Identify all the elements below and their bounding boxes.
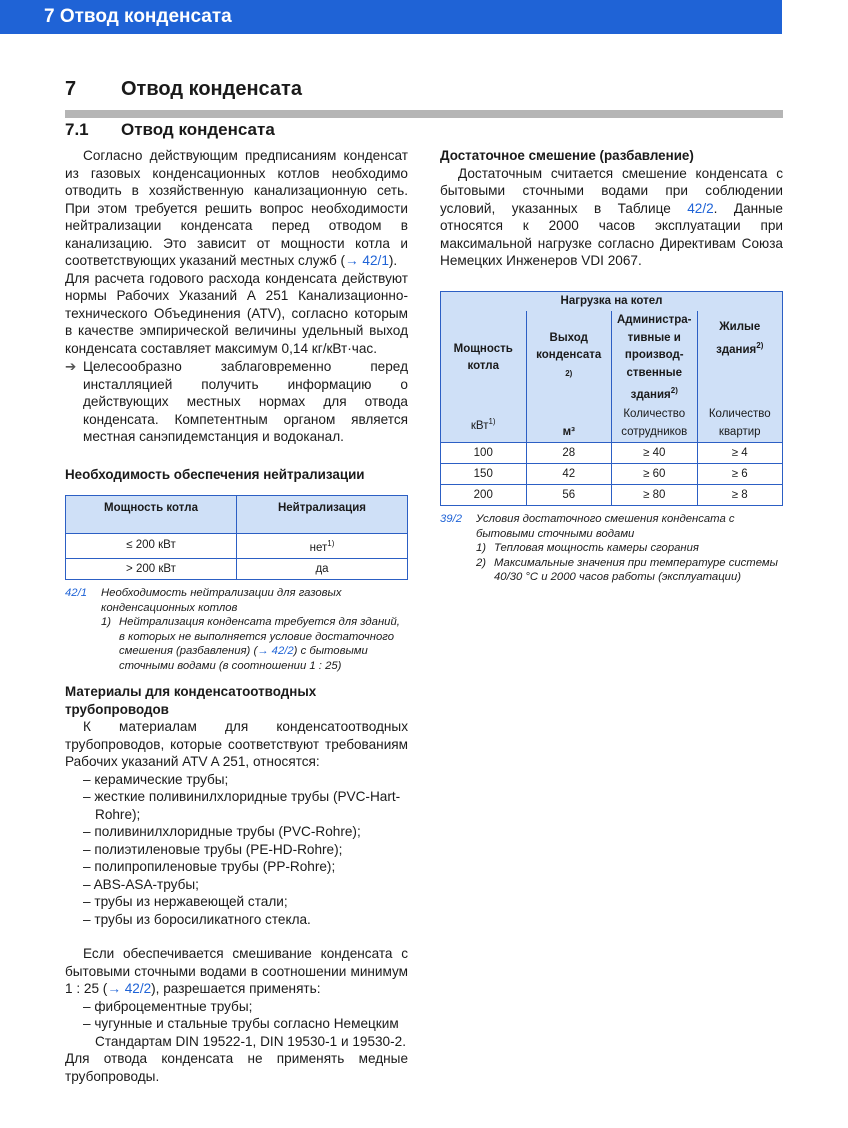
chapter-title-text: Отвод конденсата: [121, 78, 302, 100]
cell-power: > 200 кВт: [66, 559, 237, 580]
footnote-number: 1): [476, 542, 487, 555]
caption-42-1: [65, 586, 408, 673]
mixing-heading: Достаточное смешение (разбавление): [440, 148, 694, 163]
chapter-number: 7: [65, 78, 77, 100]
materials-list: [65, 771, 408, 929]
tip-item: [65, 358, 408, 446]
list-item: – чугунные и стальные трубы согласно Немецким Стандартам DIN 19522-1, DIN 19530-1 и 19530-2.: [83, 1016, 406, 1049]
materials-heading-1: Материалы для конденсатоотводных: [65, 684, 317, 700]
materials-intro: К материалам для конденсатоотводных трубопроводов, которые соответствуют требованиям Рабочих указаний ATV A 251, относятся:: [65, 719, 408, 770]
section-title: [65, 120, 275, 140]
footnote-mark: 2): [565, 368, 573, 378]
footnote-text-b: ) с бытовыми сточными водами (в соотношении 1 : 25): [119, 645, 368, 672]
col-header-admin-text: Администра-тивные и производ-ственные здания: [617, 314, 692, 401]
materials-heading-2: трубопроводов: [65, 701, 169, 717]
section-number: 7.1: [65, 120, 89, 139]
col-header-condensate: [526, 311, 612, 405]
list-item: – трубы из боросиликатного стекла.: [83, 911, 311, 927]
col-header-residential: [697, 311, 783, 405]
mixing-description-a: Достаточным считается смешение конденсата с бытовыми сточными водами при соблюдении условий, указанных в Таблице: [440, 165, 783, 216]
footnote-mark: 1): [488, 416, 496, 426]
mixing-text-end: ), разрешается применять:: [151, 981, 321, 997]
unit-power-text: кВт: [470, 419, 489, 432]
caption-text-2: конденсационных котлов: [101, 601, 238, 614]
list-item: – полипропиленовые трубы (PP-Rohre);: [83, 859, 336, 875]
unit-power: [441, 405, 527, 443]
cell: ≥ 40: [612, 443, 698, 464]
caption-number: 39/2: [440, 513, 462, 526]
footnote-mark: 1): [327, 539, 335, 548]
ref-link-42-2[interactable]: 42/2: [687, 200, 714, 216]
intro-paragraph-2: Для расчета годового расхода конденсата действуют нормы Рабочих Указаний А 251 Канализационно-технического Объединения (ATV), согласно которым в качестве эмпирической величины удельный выход конденсата составляет максимум 0,14 кг/кВт·час.: [65, 270, 408, 356]
final-paragraph: Для отвода конденсата не применять медные трубопроводы.: [65, 1051, 408, 1084]
cell: 150: [441, 464, 527, 485]
cell: ≥ 4: [697, 443, 783, 464]
cell: 56: [526, 485, 612, 506]
ref-link-42-2[interactable]: → 42/2: [107, 981, 152, 997]
chapter-title: [65, 78, 302, 101]
col-header-residential-text: Жилые здания: [716, 321, 761, 356]
table-row: [441, 464, 783, 485]
right-column: [440, 147, 783, 585]
divider: [65, 110, 783, 118]
table-row: [441, 485, 783, 506]
chapter-header-bar: 7 Отвод конденсата: [0, 0, 782, 34]
neutralization-heading: Необходимость обеспечения нейтрализации: [65, 466, 365, 482]
cell: ≥ 8: [697, 485, 783, 506]
table-row: [66, 534, 408, 559]
cell: ≥ 60: [612, 464, 698, 485]
list-item: – поливинилхлоридные трубы (PVC-Rohre);: [83, 824, 361, 840]
arrow-icon: ➔: [65, 359, 77, 374]
mixing-list: [65, 998, 408, 1051]
neutralization-table: [65, 495, 408, 580]
mixing-description: [440, 165, 783, 270]
ref-link-42-1[interactable]: → 42/1: [345, 253, 389, 268]
caption-footnote: [440, 541, 783, 556]
boiler-load-table: [440, 291, 783, 507]
footnote-text: [119, 615, 408, 673]
mixing-paragraph: [65, 945, 408, 998]
list-item: – трубы из нержавеющей стали;: [83, 894, 288, 910]
cell: 100: [441, 443, 527, 464]
cell: 42: [526, 464, 612, 485]
cell: ≥ 80: [612, 485, 698, 506]
col-header-condensate-text: Выход конденсата: [536, 331, 602, 361]
list-item: – фиброцементные трубы;: [83, 998, 253, 1014]
ref-link-42-2[interactable]: → 42/2: [257, 645, 294, 658]
footnote-text: Тепловая мощность камеры сгорания: [494, 542, 699, 555]
caption-39-2: [440, 512, 783, 585]
intro-paragraph: [65, 147, 408, 270]
unit-employees: Количество сотрудников: [612, 405, 698, 443]
caption-footnote: [65, 615, 408, 673]
col-header-admin-buildings: [612, 311, 698, 405]
cell-power: ≤ 200 кВт: [66, 534, 237, 559]
caption-text: Необходимость нейтрализации для газовых: [101, 587, 342, 600]
unit-volume: м³: [526, 405, 612, 443]
footnote-mark: 2): [756, 340, 764, 350]
intro-text: Согласно действующим предписаниям конденсат из газовых конденсационных котлов необходимо отводить в хозяйственную канализационную сеть. При этом требуется решить вопрос необходимости нейтрализации конденсата перед отводом в канализацию. Это зависит от мощности котла и соответствующих указаний местных служб (: [65, 148, 408, 268]
cell: ≥ 6: [697, 464, 783, 485]
cell: 200: [441, 485, 527, 506]
caption-text-2: бытовыми сточными водами: [476, 527, 635, 540]
tip-text: Целесообразно заблаговременно перед инсталляцией получить информацию о действующих местных нормах для отвода конденсата. Компетентным органом является местная санэпидемстанция и водоканал.: [83, 359, 408, 444]
mixing-description-b: . Данные относятся к 2000 часов эксплуатации при максимальной нагрузке согласно Директивам Союза Немецких Инженеров VDI 2067.: [440, 200, 783, 268]
col-header-power: Мощность котла: [66, 496, 237, 534]
footnote-number: 1): [101, 616, 112, 629]
cell-value: нет: [309, 541, 328, 554]
mixing-text: Если обеспечивается смешивание конденсата с бытовыми сточными водами в соотношении минимум 1 : 25 (: [65, 946, 408, 997]
list-item: – ABS-ASA-трубы;: [83, 876, 199, 892]
table-row: [441, 443, 783, 464]
footnote-number: 2): [476, 556, 487, 569]
list-item: – керамические трубы;: [83, 771, 229, 787]
list-item: – жесткие поливинилхлоридные трубы (PVC-Hart-Rohre);: [83, 789, 401, 822]
cell-neutralization: [237, 534, 408, 559]
cell: 28: [526, 443, 612, 464]
list-item: – полиэтиленовые трубы (PE-HD-Rohre);: [83, 841, 343, 857]
section-title-text: Отвод конденсата: [121, 120, 275, 139]
footnote-text-a: Нейтрализация конденсата требуется для зданий, в которых не выполняется условие достаточного смешения (разбавления) (: [119, 616, 400, 658]
intro-text-end: ).: [388, 253, 398, 268]
unit-apartments: Количество квартир: [697, 405, 783, 443]
caption-text: Условия достаточного смешения конденсата с: [476, 513, 735, 526]
col-header-power: Мощность котла: [441, 311, 527, 405]
materials-heading: [65, 683, 408, 718]
footnote-mark: 2): [670, 386, 678, 395]
cell-neutralization: да: [237, 559, 408, 580]
left-column: [65, 147, 408, 1085]
table-row: [66, 559, 408, 580]
caption-footnote: [440, 556, 783, 585]
caption-number: 42/1: [65, 587, 87, 600]
group-header: Нагрузка на котел: [441, 291, 783, 311]
footnote-text: Максимальные значения при температуре системы 40/30 °С и 2000 часов работы (эксплуатации): [494, 556, 778, 584]
col-header-neutralization: Нейтрализация: [237, 496, 408, 534]
